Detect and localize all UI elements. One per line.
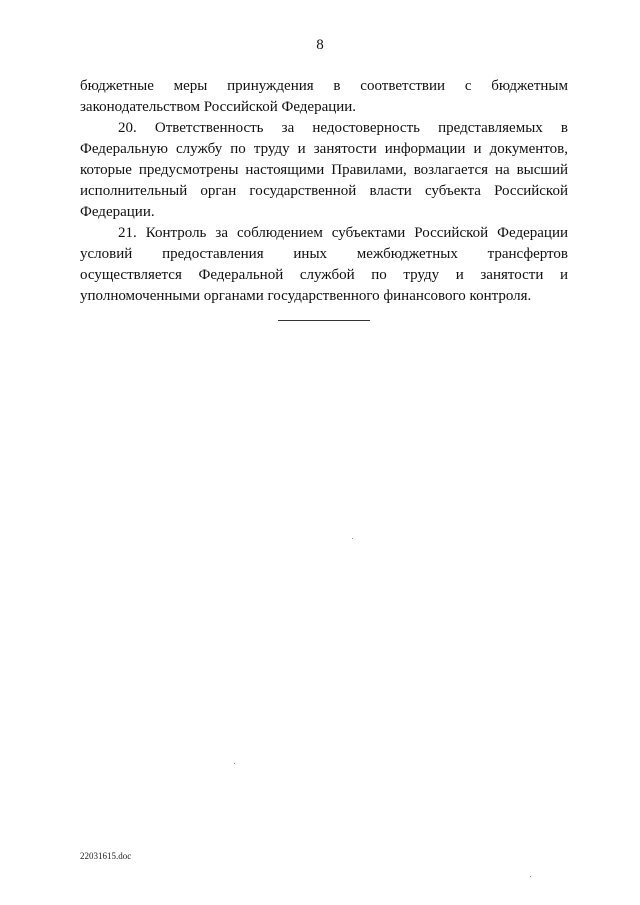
page-number: 8 [316, 37, 324, 53]
document-file-code: 22031615.doc [80, 851, 132, 861]
document-body [80, 76, 568, 307]
section-separator-line [278, 320, 370, 321]
paragraph-continuation: бюджетные меры принуждения в соответствии с бюджетным законодательством Российской Федерации. [80, 78, 568, 115]
scan-speck [352, 538, 353, 539]
scan-speck [530, 876, 531, 877]
scan-speck [234, 763, 235, 764]
paragraph-21-control: 21. Контроль за соблюдением субъектами Российской Федерации условий предоставления иных межбюджетных трансфертов осуществляется Федеральной службой по труду и занятости и уполномоченными органами государственного финансового контроля. [80, 225, 568, 304]
paragraph-20-responsibility: 20. Ответственность за недостоверность представляемых в Федеральную службу по труду и занятости информации и документов, которые предусмотрены настоящими Правилами, возлагается на высший исполнительный орган государственной власти субъекта Российской Федерации. [80, 120, 568, 220]
